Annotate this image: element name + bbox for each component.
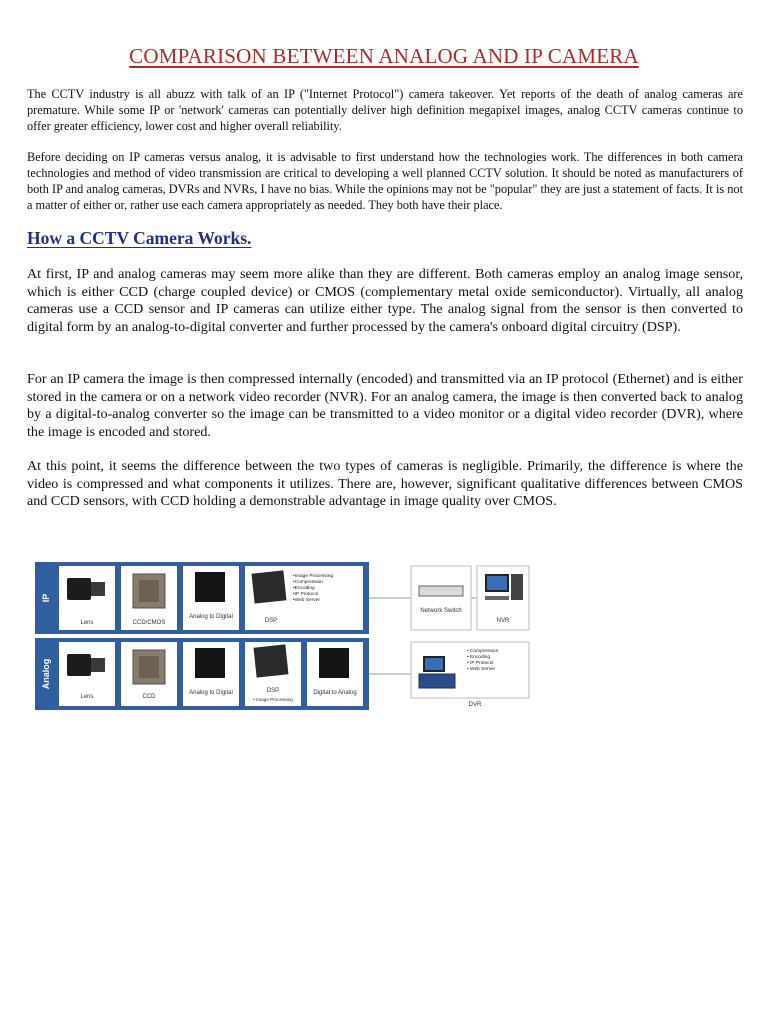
dsp-feature: •Image Processing [293,574,334,579]
dvr-feature: • Encoding [467,655,491,660]
adc-chip-image [195,572,225,602]
dsp-feature: •Encoding [293,586,315,591]
ip-stage-label: Lens [80,620,94,626]
dvr-feature: • Web Server [467,667,496,672]
dvr-feature: • Compression [467,649,499,654]
analog-stage-lens [59,642,115,706]
dsp-feature: •Web Server [293,598,320,603]
ip-stage-label: Analog to Digital [189,614,233,620]
dsp-feature: •IP Protocol [293,592,319,597]
body-paragraph: For an IP camera the image is then compressed internally (encoded) and transmitted via an IP protocol (Ethernet) and is either stored in the camera or on a network video recorder (NVR). For an analog camera, the image is then converted back to analog by a digital-to-analog converter so the image can be transmitted to a video monitor or a digital video recorder (DVR), where the image is encoded and stored. [27,371,743,440]
svg-text:Analog to Digital [189,614,233,620]
dvr-feature: • IP Protocol [467,661,494,666]
analog-stage-label: CCD [142,694,156,700]
analog-stage-adc [183,642,239,706]
analog-stage-label: Lens [80,694,94,700]
network-switch [411,566,471,630]
dvr-unit [411,642,529,708]
analog-stage-label: DSP [266,688,280,694]
analog-stage-sensor [121,642,177,706]
ip-vs-analog-diagram [35,560,531,712]
nvr-unit [477,566,529,630]
dvr-label: DVR [468,702,482,708]
dsp-feature: •Compression [293,580,323,585]
dsp-chip-image [252,570,287,603]
switch-image [419,586,463,596]
second-paragraph: Before deciding on IP cameras versus analog, it is advisable to first understand how the technologies work. The differences in both camera technologies and method of video transmission are critical to developing a well planned CCTV solution. It should be noted as manufacturers of both IP and analog cameras, DVRs and NVRs, I have no bias. While the opinions may not be "popular" they are just a statement of facts. It is not a matter of either or, rather use each camera appropriately as needed. They both have their place. [27,150,743,212]
body-paragraph: At first, IP and analog cameras may seem more alike than they are different. Both cameras employ an analog image sensor, which is either CCD (charge coupled device) or CMOS (complementary metal oxide semiconductor). Virtually, all analog cameras use a CCD sensor and IP cameras can utilize either type. The analog signal from the sensor is then converted to digital form by an analog-to-digital converter and further processed by the camera's onboard digital circuitry (DSP). [27,266,743,335]
lens-image [67,578,91,600]
ip-stage-dsp [245,566,363,630]
analog-row-label: Analog [41,658,51,690]
page-title: COMPARISON BETWEEN ANALOG AND IP CAMERA [129,44,639,68]
analog-stage-label: Digital to Analog [313,690,357,696]
dvr-image [419,674,455,688]
analog-stage-label: Analog to Digital [189,690,233,696]
analog-stage-dsp [245,642,301,706]
ip-stage-label: DSP [264,618,278,624]
ip-stage-lens [59,566,115,630]
switch-label: Network Switch [420,608,462,614]
analog-stage-dac [307,642,363,706]
ip-stage-sensor [121,566,177,630]
ip-stage-label: CCD/CMOS [132,620,166,626]
ip-stage-adc [183,566,239,630]
nvr-label: NVR [496,618,510,624]
dsp-note: • Image Processing [253,697,293,702]
intro-paragraph: The CCTV industry is all abuzz with talk of an IP ("Internet Protocol") camera takeover. Yet reports of the death of analog cameras are premature. While some IP or 'network' cameras can potentially deliver high definition megapixel images, analog CCTV cameras continue to offer greater efficiency, lower cost and higher overall reliability. [27,87,743,133]
section-heading: How a CCTV Camera Works. [27,228,252,248]
body-paragraph: At this point, it seems the difference between the two types of cameras is negligible. Primarily, the difference is where the video is compressed and what components it utilizes. There are, however, significant qualitative differences between CMOS and CCD sensors, with CCD holding a demonstrable advantage in image quality over CMOS. [27,458,743,509]
ip-row-label: IP [41,593,51,603]
